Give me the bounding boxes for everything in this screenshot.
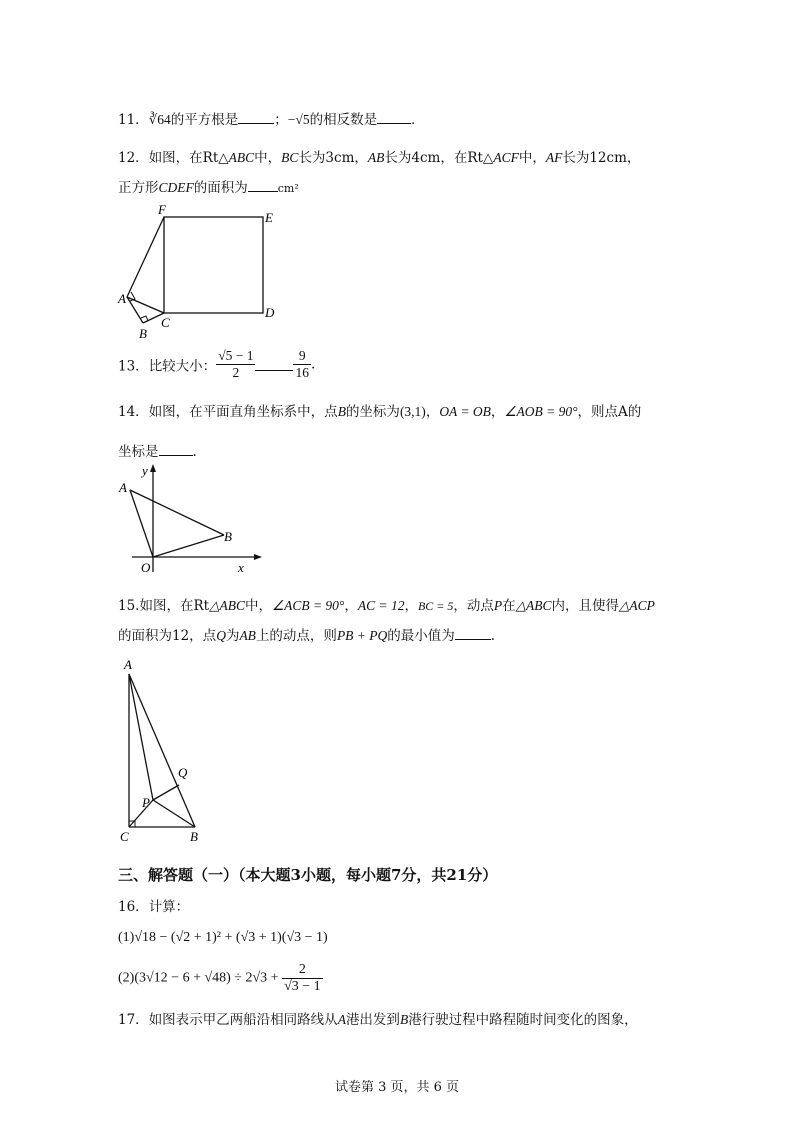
math-var: △ABC [209,598,245,613]
question-text: 比较大小： [148,358,217,375]
label-c: C [161,315,170,330]
question-text: 的面积为12，点 [118,628,217,644]
period: . [192,444,197,460]
separator: ； [274,112,288,128]
question-text: ， [490,404,505,420]
numerator: 9 [293,348,311,365]
math-expression: ∠ACB = 90° [271,598,345,613]
answer-blank[interactable] [238,111,274,124]
fraction [282,962,323,995]
figure-q14 [112,460,262,578]
part-label: (2) [118,970,135,986]
section-heading: 三、解答题（一）（本大题3小题，每小题7分，共21分） [118,866,498,884]
label-a: A [119,480,127,495]
segment-ap [129,674,153,800]
square-cdef [164,217,263,313]
question-text: 长为3cm， [298,150,368,166]
coordinate: (3,1) [399,404,426,419]
question-text: 的坐标为 [345,404,400,420]
label-b: B [190,829,198,844]
math-expression: BC = 5 [417,599,454,613]
segment-fa [127,217,164,297]
math-var: ACF [493,150,519,165]
label-p: P [142,795,150,810]
segment-ab [130,490,224,535]
question-number: 11． [118,112,149,128]
label-e: E [265,210,273,225]
question-text: 如图，在Rt [139,598,210,614]
question-16-part-1 [118,930,328,946]
question-text: 中， [254,150,282,166]
math-expression: OA = OB [439,404,491,419]
denominator: √3 − 1 [284,979,321,994]
math-var: CDEF [158,180,194,195]
question-text: ，动点 [453,598,494,614]
question-text: 计算： [148,899,190,915]
question-12-line-1 [118,146,640,166]
question-14-line-2 [118,440,197,460]
answer-blank[interactable] [255,358,293,371]
math-expression: −√5 [287,112,310,127]
label-a: A [124,657,132,672]
question-number: 17． [118,1012,149,1028]
question-15-line-1 [118,594,655,614]
segment-pq [153,785,179,800]
question-number: 13． [118,358,149,375]
math-var: ABC [228,150,255,165]
figure-q12 [110,200,290,345]
question-text: 内，且使得 [551,598,620,614]
question-11 [118,108,425,128]
math-var: BC [281,150,299,165]
math-var: AB [367,150,385,165]
question-text: 中， [518,150,546,166]
math-var: B [399,1012,409,1027]
question-17 [118,1008,638,1028]
question-text: 如图，在Rt△ [148,150,229,166]
math-var: A [337,1012,346,1027]
question-text: ， [344,598,358,614]
math-expression: (3√12 − 6 + √48) ÷ 2√3 + [134,970,283,986]
question-number: 12． [118,150,149,166]
segment-ob [153,535,224,557]
math-expression: √18 − (√2 + 1)² + (√3 + 1)(√3 − 1) [134,930,328,945]
question-12-line-2 [118,176,299,196]
question-number: 15. [118,598,140,614]
math-expression: ∠AOB = 90° [504,404,578,419]
numerator: 2 [282,962,323,979]
numerator: √5 − 1 [218,348,254,363]
fraction-9-16 [293,348,311,381]
question-text: 如图表示甲乙两船沿相同路线从 [148,1012,338,1028]
math-var: B [337,404,346,419]
period: . [490,628,496,644]
math-expression: AC = 12 [357,598,405,613]
question-text: ， [425,404,440,420]
question-text: 中， [244,598,272,614]
math-var: AB [239,628,256,643]
period: . [310,356,316,373]
segment-ab [129,674,195,827]
question-text: 如图，在平面直角坐标系中，点 [148,404,338,420]
label-y: y [142,463,148,478]
question-15-line-2 [118,624,495,644]
unit: cm² [277,182,299,195]
math-expression: PB + PQ [336,628,388,643]
question-text: 的相反数是 [309,112,378,128]
figure-q15 [110,652,220,846]
label-b: B [224,529,232,544]
label-f: F [158,202,166,217]
label-c: C [120,829,129,844]
question-16 [118,895,189,915]
answer-blank[interactable] [159,443,193,456]
page-footer: 试卷第 3 页，共 6 页 [334,1080,460,1095]
right-angle-mark-a [130,292,135,301]
question-text: 上的动点，则 [255,628,337,644]
question-text: ，则点A的 [577,404,642,420]
math-var: △ACP [619,598,655,613]
denominator: 16 [295,365,309,380]
question-16-part-2 [118,962,323,995]
x-axis-arrow [254,554,262,560]
question-text: 为 [225,628,240,644]
question-text: 长为4cm，在Rt△ [384,150,494,166]
question-number: 16． [118,899,149,915]
math-var: △ABC [515,598,552,613]
part-label: (1) [118,930,135,945]
question-text: ， [404,598,418,614]
question-14-line-1 [118,400,641,420]
denominator: 2 [232,365,240,380]
label-b: B [139,326,147,341]
question-text: 港出发到 [345,1012,400,1028]
question-text: 的面积为 [193,180,248,196]
answer-blank[interactable] [455,627,491,640]
label-x: x [238,560,244,575]
question-text: 的最小值为 [387,628,455,644]
label-a: A [118,291,126,306]
label-d: D [265,305,275,320]
question-number: 14． [118,404,149,420]
question-text: 港行驶过程中路程随时间变化的图象， [408,1012,638,1028]
period: ． [411,112,425,128]
question-text: 的平方根是 [170,112,239,128]
answer-blank[interactable] [377,111,411,124]
math-var: Q [216,628,226,643]
math-var: AF [545,150,563,165]
math-expression: ∛64 [148,112,171,127]
y-axis-arrow [150,464,156,472]
label-q: Q [178,765,188,780]
fraction-sqrt5 [216,348,255,381]
answer-blank[interactable] [248,179,278,192]
question-13 [118,348,315,381]
question-text: 正方形 [118,180,159,196]
question-text: 在 [502,598,516,614]
question-text: 坐标是 [118,444,159,460]
label-o: O [141,560,151,575]
question-text: 长为12cm， [562,150,641,166]
math-var: P [493,598,503,613]
